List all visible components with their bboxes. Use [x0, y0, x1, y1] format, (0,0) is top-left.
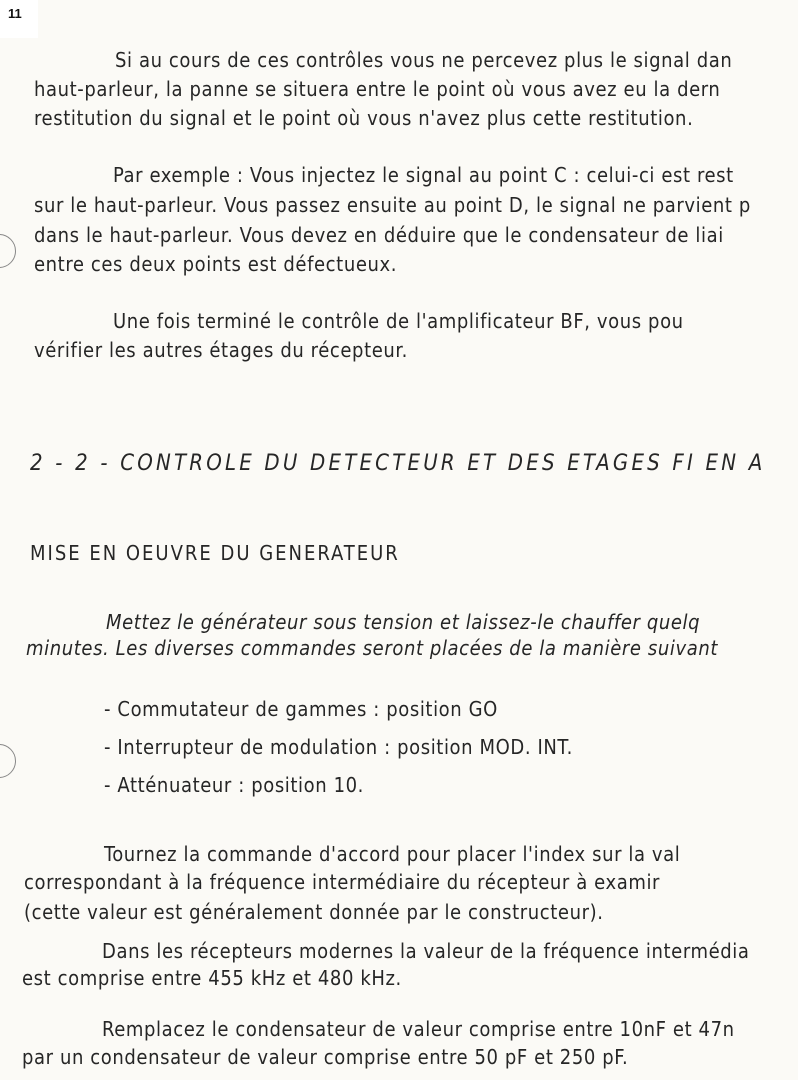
text-line: Si au cours de ces contrôles vous ne percevez plus le signal dan [115, 48, 733, 72]
text-line: entre ces deux points est défectueux. [34, 252, 398, 276]
text-line: correspondant à la fréquence intermédiaire du récepteur à examir [24, 870, 661, 894]
page-number: 11 [0, 0, 38, 38]
text-line: Tournez la commande d'accord pour placer l'index sur la val [104, 842, 681, 866]
text-line: minutes. Les diverses commandes seront placées de la manière suivant [26, 636, 718, 660]
text-line: Dans les récepteurs modernes la valeur de la fréquence intermédia [102, 939, 750, 963]
text-line: haut-parleur, la panne se situera entre le point où vous avez eu la dern [34, 77, 721, 101]
list-item: - Atténuateur : position 10. [104, 773, 364, 797]
text-line: est comprise entre 455 kHz et 480 kHz. [22, 966, 402, 990]
binder-hole-bottom [0, 744, 16, 778]
text-line: restitution du signal et le point où vous n'avez plus cette restitution. [34, 106, 694, 130]
sub-heading: MISE EN OEUVRE DU GENERATEUR [30, 541, 400, 565]
section-heading: 2 - 2 - CONTROLE DU DETECTEUR ET DES ETAGES FI EN A [30, 451, 766, 476]
list-item: - Commutateur de gammes : position GO [104, 697, 498, 721]
binder-hole-top [0, 234, 16, 268]
list-item: - Interrupteur de modulation : position MOD. INT. [104, 735, 573, 759]
text-line: Remplacez le condensateur de valeur comprise entre 10nF et 47n [102, 1017, 735, 1041]
text-line: Une fois terminé le contrôle de l'amplificateur BF, vous pou [113, 309, 684, 333]
text-line: sur le haut-parleur. Vous passez ensuite au point D, le signal ne parvient p [34, 193, 751, 217]
text-line: (cette valeur est généralement donnée par le constructeur). [24, 900, 604, 924]
text-line: Par exemple : Vous injectez le signal au point C : celui-ci est rest [113, 163, 734, 187]
text-line: vérifier les autres étages du récepteur. [34, 338, 408, 362]
text-line: par un condensateur de valeur comprise entre 50 pF et 250 pF. [22, 1045, 629, 1069]
text-line: dans le haut-parleur. Vous devez en déduire que le condensateur de liai [34, 223, 724, 247]
text-line: Mettez le générateur sous tension et laissez-le chauffer quelq [106, 610, 701, 634]
